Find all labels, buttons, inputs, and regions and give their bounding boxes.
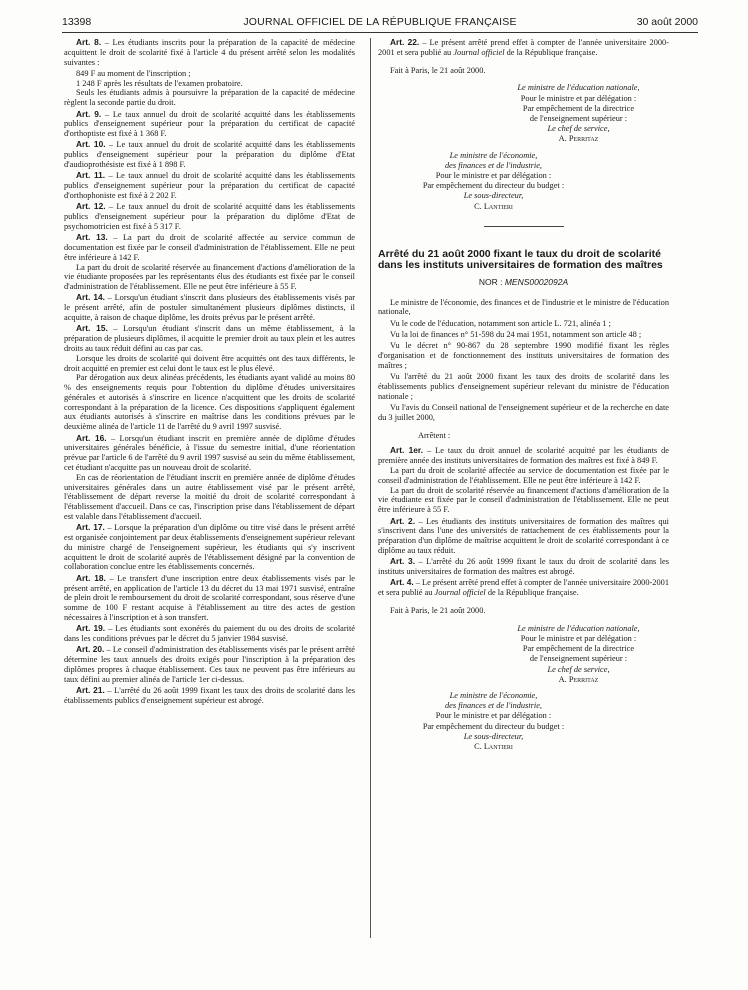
signature-block: Le ministre de l'économie, des finances et de l'industrie, Pour le ministre et par délégation : Par empêchement du directeur du budget : Le sous-directeur, C. Lantieri bbox=[422, 690, 565, 751]
article-19: Art. 19. – Les étudiants sont exonérés du paiement du ou des droits de scolarité dans les conditions prévues par le décret du 5 janvier 1984 susvisé. bbox=[64, 623, 355, 644]
visa: Vu le code de l'éducation, notamment son article L. 721, alinéa 1 ; bbox=[390, 318, 611, 328]
signature-block: Le ministre de l'éducation nationale, Pour le ministre et par délégation : Par empêchement de la directrice de l'enseignement supérieur : Le chef de service, A. Perritaz bbox=[517, 83, 640, 144]
left-column bbox=[64, 38, 355, 707]
issue-date: 30 août 2000 bbox=[636, 16, 698, 28]
visa: Vu l'avis du Conseil national de l'enseignement supérieur et de la recherche en date du 3 juillet 2000, bbox=[378, 403, 669, 422]
article-18: Art. 18. – Le transfert d'une inscription entre deux établissements visés par le présent arrêté, en application de l'article 13 du décret du 13 mai 1971 susvisé, entraîne de plein droit le remboursement du droit de scolarité correspondant, sous réserve d'une somme de 100 F restant acquise à l'établissement au titre des actes de gestion nécessaires à l'inscription et à son transfert. bbox=[64, 572, 355, 622]
article-20: Art. 20. – Le conseil d'administration des établissements visés par le présent arrêté détermine les taux annuels des droits exigés pour l'inscription à la préparation des diplômes propres à chaque établissement. Ces taux ne peuvent pas être inférieurs au taux défini au premier alinéa de l'article 1er ci-dessus. bbox=[64, 644, 355, 684]
article-22: Art. 22. – Le présent arrêté prend effet à compter de l'année universitaire 2000-2001 et sera publié au Journal officiel de la République française. bbox=[378, 37, 669, 57]
article-17: Art. 17. – Lorsque la préparation d'un diplôme ou titre visé dans le présent arrêté est organisée conjointement par deux établissements d'enseignement supérieur relevant du ministre chargé de l'enseignement supérieur, les étudiants qui s'y inscrivent acquittent le droit de scolarité auprès de l'établissement désigné par la convention de collaboration conclue entre les établissements concernés. bbox=[64, 522, 355, 572]
arretent: Arrêtent : bbox=[418, 430, 451, 440]
article-8: Art. 8. – Les étudiants inscrits pour la préparation de la capacité de médecine acquittent le droit de scolarité fixé à l'article 4 du présent arrêté selon les modalités suivantes : bbox=[64, 37, 355, 67]
visa: Vu la loi de finances n° 51-598 du 24 mai 1951, notamment son article 48 ; bbox=[390, 330, 642, 340]
nor-reference: NOR : MENS0002092A bbox=[478, 276, 569, 287]
page-number: 13398 bbox=[62, 16, 92, 28]
journal-title: JOURNAL OFFICIEL DE LA RÉPUBLIQUE FRANÇAISE bbox=[243, 16, 517, 28]
article-4: Art. 4. – Le présent arrêté prend effet à compter de l'année universitaire 2000-2001 et sera publié au Journal officiel de la République française. bbox=[378, 577, 669, 598]
article-15: Art. 15. – Lorsqu'un étudiant s'inscrit dans un même établissement, à la préparation de plusieurs diplômes, il acquitte le premier droit au taux plein et les autres droits au taux réduit défini au cas par cas. bbox=[64, 323, 356, 353]
article-10: Art. 10. – Le taux annuel du droit de scolarité acquitté dans les établissements publics d'enseignement supérieur pour la préparation du diplôme d'Etat d'audioprothésiste est fixé à 1 898 F. bbox=[64, 139, 355, 170]
article-2: Art. 2. – Les étudiants des instituts universitaires de formation des maîtres qui s'inscrivent dans l'une des universités de rattachement de ces établissements pour la préparation d'un diplôme de maîtrise acquittent le droit de scolarité correspondant à ce diplôme au taux réduit. bbox=[378, 515, 669, 555]
article-1: Art. 1er. – Le taux du droit annuel de scolarité acquitté par les étudiants de première année des instituts universitaires de formation des maîtres est fixé à 849 F. bbox=[378, 445, 670, 466]
visa: Vu l'arrêté du 21 août 2000 fixant les taux des droits de scolarité dans les établissements publics d'enseignement supérieur relevant du ministre de l'éducation nationale ; bbox=[378, 372, 669, 401]
article-12: Art. 12. – Le taux annuel du droit de scolarité acquitté dans les établissements publics d'enseignement supérieur pour la préparation du diplôme d'Etat de psychomotricien est fixé à 5 317 F. bbox=[64, 201, 355, 231]
signature-block: Le ministre de l'économie, des finances et de l'industrie, Pour le ministre et par délégation : Par empêchement du directeur du budget : Le sous-directeur, C. Lantieri bbox=[422, 150, 565, 211]
article-9: Art. 9. – Le taux annuel du droit de scolarité acquitté dans les établissements publics d'enseignement supérieur pour la préparation du certificat de capacité d'orthoptiste est fixé à 1 368 F. bbox=[64, 108, 356, 139]
section-separator bbox=[484, 226, 564, 227]
signing-place-date: Fait à Paris, le 21 août 2000. bbox=[390, 605, 486, 615]
signature-block: Le ministre de l'éducation nationale, Pour le ministre et par délégation : Par empêchement de la directrice de l'enseignement supérieur : Le chef de service, A. Perritaz bbox=[517, 623, 640, 684]
article-16: Art. 16. – Lorsqu'un étudiant inscrit en première année de diplôme d'études universitaires générales bénéficie, à l'issue du semestre initial, d'une réorientation prévue par l'article 6 de l'arrêté du 9 avril 1997 susvisé au sein du même établissement, cet étudiant n'acquitte pas un nouveau droit de scolarité. bbox=[64, 432, 355, 472]
page-header bbox=[62, 14, 698, 33]
decree-title: Arrêté du 21 août 2000 fixant le taux du droit de scolarité dans les instituts universitaires de formation des maîtres bbox=[378, 247, 663, 272]
article-11: Art. 11. – Le taux annuel du droit de scolarité acquitté dans les établissements publics d'enseignement supérieur pour la préparation du certificat de capacité d'orthophoniste est fixé à 2 202 F. bbox=[64, 170, 355, 200]
article-8-paragraph: Seuls les étudiants admis à poursuivre la préparation de la capacité de médecine règlent la seconde partie du droit. bbox=[64, 88, 355, 108]
article-14: Art. 14. – Lorsqu'un étudiant s'inscrit dans plusieurs des établissements visés par le présent arrêté, afin de postuler simultanément plusieurs diplômes distincts, il acquitte, à raison de chaque diplôme, les droits prévus par le présent arrêté. bbox=[64, 292, 355, 323]
article-1-paragraph: La part du droit de scolarité réservée au financement d'actions d'amélioration de la vie étudiante est fixée par le conseil d'administration de l'établissement. Elle ne peut être inférieure à 55 F. bbox=[378, 485, 669, 515]
column-divider bbox=[370, 38, 371, 938]
article-15-paragraph: Par dérogation aux deux alinéas précédents, les étudiants ayant validé au moins 80 % des enseignements requis pour l'obtention du diplôme d'études universitaires générales et autorisés à s'inscrire en licence n'acquittent que les droits de scolarité correspondant à la préparation de la licence. Ces dispositions s'appliquent également aux étudiants autorisés à s'inscrire en maîtrise dans les conditions prévues par le deuxième alinéa de l'article 11 de l'arrêté du 9 avril 1997 susvisé. bbox=[64, 373, 355, 432]
visa: Vu le décret n° 90-867 du 28 septembre 1990 modifié fixant les règles d'organisation et de fonctionnement des instituts universitaires de formation des maîtres ; bbox=[378, 341, 669, 370]
article-3: Art. 3. – L'arrêté du 26 août 1999 fixant le taux du droit de scolarité dans les instituts universitaires de formation des maîtres est abrogé. bbox=[378, 556, 669, 577]
signing-place-date: Fait à Paris, le 21 août 2000. bbox=[390, 65, 486, 75]
article-13: Art. 13. – La part du droit de scolarité affectée au service commun de documentation est fixée par le conseil d'administration de l'établissement. Elle ne peut être inférieure à 142 F. bbox=[64, 232, 356, 262]
article-15-paragraph: Lorsque les droits de scolarité qui doivent être acquittés ont des taux différents, le droit acquitté en premier est celui dont le taux est le plus élevé. bbox=[64, 353, 355, 373]
article-21: Art. 21. – L'arrêté du 26 août 1999 fixant les taux des droits de scolarité dans les établissements publics d'enseignement supérieur est abrogé. bbox=[64, 685, 355, 705]
article-8-item: 1 248 F après les résultats de l'examen probatoire. bbox=[76, 78, 243, 88]
right-column bbox=[378, 38, 669, 758]
preamble: Le ministre de l'économie, des finances et de l'industrie et le ministre de l'éducation nationale, bbox=[378, 297, 669, 317]
article-8-item: 849 F au moment de l'inscription ; bbox=[76, 68, 191, 78]
article-13-paragraph: La part du droit de scolarité réservée au financement d'actions d'amélioration de la vie étudiante proposées par les représentants élus des étudiants est fixée par le conseil d'administration de l'établissement. Elle ne peut être inférieure à 55 F. bbox=[64, 262, 355, 292]
article-16-paragraph: En cas de réorientation de l'étudiant inscrit en première année de diplôme d'études universitaires générales dans un autre établissement visé par le présent arrêté, l'établissement de départ reverse la moitié du droit de scolarité correspondant à l'établissement d'accueil. Dans ce cas, l'inscription prise dans l'établissement de départ est valable dans l'établissement d'accueil. bbox=[64, 472, 355, 521]
article-1-paragraph: La part du droit de scolarité affectée au service de documentation est fixée par le conseil d'administration de l'établissement. Elle ne peut être inférieure à 142 F. bbox=[378, 466, 669, 485]
